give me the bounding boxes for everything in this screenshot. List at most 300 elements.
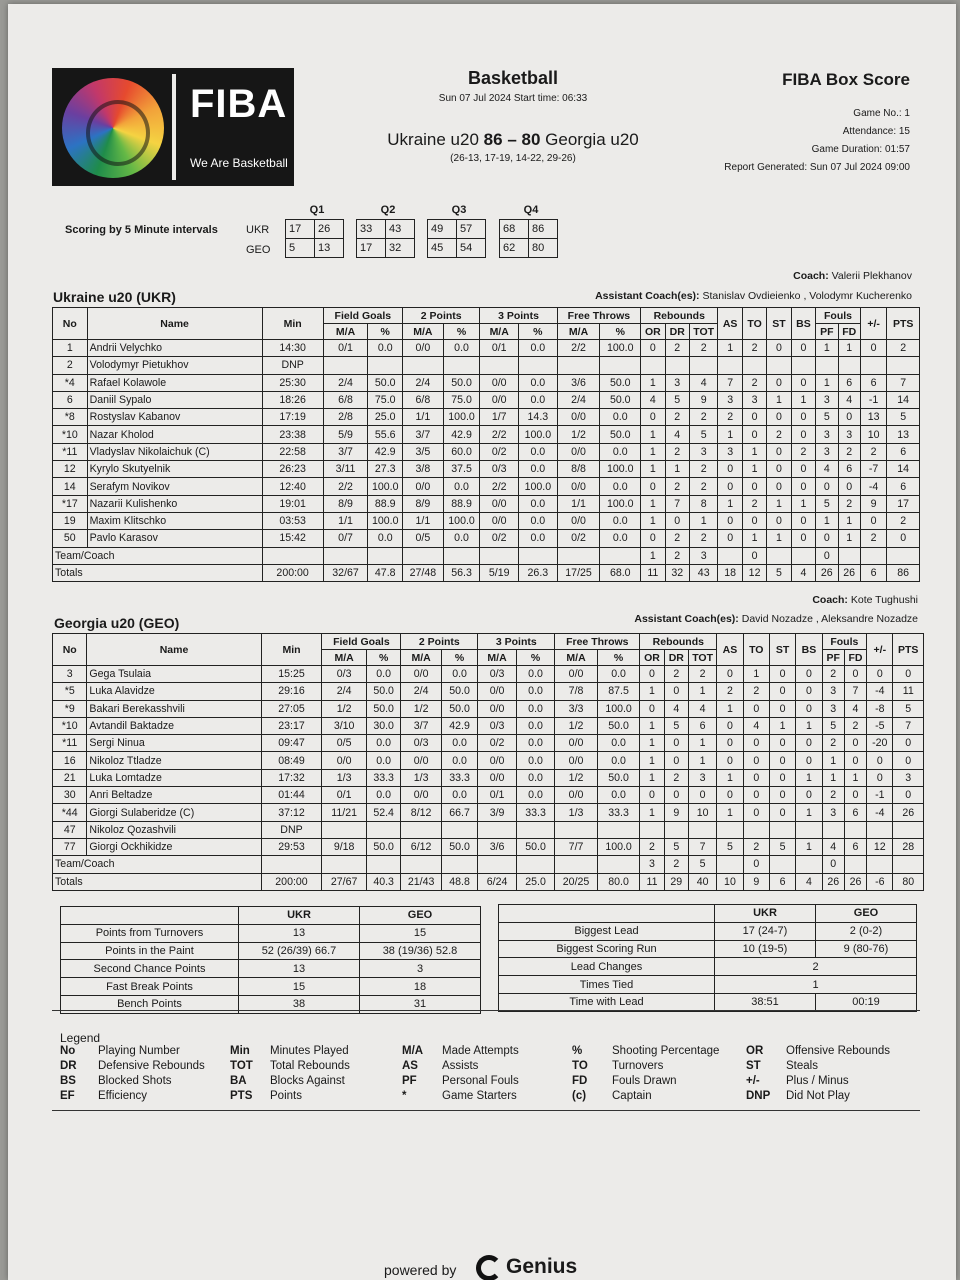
player-number: 16 [53,752,87,769]
stat-cell: 50.0 [597,717,640,734]
stat-cell [796,856,822,873]
stat-cell: 2 [664,666,688,683]
player-row [53,426,920,443]
stat-cell: 2 [640,838,664,855]
stat-cell: 5 [769,838,795,855]
stat-cell: 0 [791,426,815,443]
stat-cell: 3 [822,683,844,700]
stat-cell: 29:53 [261,838,322,855]
stat-cell: -8 [867,700,893,717]
stat-cell: 0.0 [600,512,641,529]
stat-cell: 0 [867,752,893,769]
stat-cell: 8/9 [323,495,368,512]
col-header: Fouls [816,308,861,324]
stat-cell: 0 [769,804,795,821]
stat-cell: 0 [718,512,742,529]
player-row [53,495,920,512]
stat-cell: 1/7 [480,409,519,426]
stat-cell: 1 [742,530,766,547]
stat-cell: 1 [641,547,665,564]
stat-cell: 1 [718,426,742,443]
stat-cell: 0.0 [443,340,480,357]
stat-cell: 1 [844,769,866,786]
player-name: Rostyslav Kabanov [87,409,262,426]
stat-cell: 0/1 [322,787,367,804]
stat-cell: 0.0 [600,409,641,426]
stat-cell: 0.0 [516,683,554,700]
stat-cell: 2 [665,530,689,547]
legend-description: Blocked Shots [98,1075,172,1087]
stat-cell: 1 [717,769,743,786]
stat-cell: 88.9 [368,495,403,512]
stat-cell: 0 [717,717,743,734]
stat-cell: 1/3 [322,769,367,786]
legend-description: Plus / Minus [786,1075,849,1087]
player-name: Pavlo Karasov [87,530,262,547]
interval-box-q4 [499,219,558,258]
player-number: *8 [53,409,88,426]
stat-cell: 4 [816,461,838,478]
stat-cell [640,821,664,838]
stat-cell: 3 [742,391,766,408]
legend-description: Playing Number [98,1045,180,1057]
col-header: Min [261,634,322,666]
summary-col-header: UKR [239,907,360,925]
legend-abbreviation: BS [60,1075,76,1087]
stat-cell: 0 [641,478,665,495]
stat-cell: 0 [791,512,815,529]
player-number: *17 [53,495,88,512]
stat-cell: 4 [665,426,689,443]
stat-cell [844,821,866,838]
total-cell: 27/67 [322,873,367,890]
player-row [53,461,920,478]
stat-cell: 0.0 [516,735,554,752]
report-generated: Report Generated: Sun 07 Jul 2024 09:00 [724,162,910,173]
stat-cell: 3 [822,700,844,717]
stat-cell [718,357,742,374]
stat-cell: 0 [743,856,769,873]
stat-cell: 2/4 [323,374,368,391]
stat-cell: 4 [688,700,716,717]
player-row [53,443,920,460]
stat-cell: 3/7 [403,426,444,443]
stat-cell: 42.9 [368,443,403,460]
legend-description: Turnovers [612,1060,664,1072]
stat-cell [887,357,920,374]
legend-description: Game Starters [442,1090,517,1102]
stat-cell: 0 [791,409,815,426]
stat-cell: 17:32 [261,769,322,786]
stat-cell: 2 [844,717,866,734]
legend-description: Captain [612,1090,652,1102]
stat-cell: 1 [641,495,665,512]
stat-cell: 0 [717,666,743,683]
summary-col-header: GEO [816,905,917,923]
legend-abbreviation: TO [572,1060,588,1072]
stat-cell: 0/0 [557,443,600,460]
stat-cell [323,357,368,374]
stat-cell: 2 [689,530,717,547]
stat-cell: 5 [665,391,689,408]
stat-cell: 2/8 [323,409,368,426]
stat-cell: 60.0 [443,443,480,460]
stat-cell: 0 [816,478,838,495]
fiba-logo [52,68,294,186]
stat-cell: 0.0 [516,769,554,786]
stat-cell: 0/0 [557,478,600,495]
stat-cell: 0 [718,461,742,478]
legend-row [60,1045,920,1060]
stat-cell: 0/0 [478,769,516,786]
stat-cell [796,821,822,838]
stat-cell: 0.0 [441,787,477,804]
stat-cell: 0 [893,787,924,804]
stat-cell: 4 [664,700,688,717]
stat-cell: 0/3 [480,461,519,478]
stat-cell: 6 [838,461,860,478]
total-cell: 29 [664,873,688,890]
stat-cell: 3/11 [323,461,368,478]
stat-cell: 6/12 [401,838,442,855]
stat-cell: 0/0 [555,735,598,752]
total-cell: 4 [791,564,815,581]
stat-cell: 4 [689,374,717,391]
stat-cell: 0 [767,340,791,357]
legend-abbreviation: AS [402,1060,418,1072]
legend-abbreviation: FD [572,1075,588,1087]
stat-cell: 1 [718,495,742,512]
stat-cell: 0.0 [441,666,477,683]
summary-header [499,905,917,923]
stat-cell: 0 [791,461,815,478]
stat-cell: 0/3 [322,666,367,683]
col-subheader: % [516,650,554,666]
game-date: Sun 07 Jul 2024 Start time: 06:33 [438,93,588,104]
interval-box-q1 [285,219,344,258]
total-cell: 11 [641,564,665,581]
stat-cell: 50.0 [366,683,400,700]
stat-cell [816,357,838,374]
stat-cell: 1 [816,374,838,391]
stat-cell: 1 [641,512,665,529]
legend-description: Offensive Rebounds [786,1045,890,1057]
stat-cell: 50.0 [443,374,480,391]
stat-cell: 3/10 [322,717,367,734]
col-header: +/- [860,308,886,340]
stat-cell: 52.4 [366,804,400,821]
stat-cell: 2/4 [557,391,600,408]
stat-cell: 75.0 [368,391,403,408]
stat-cell: 3 [665,374,689,391]
stat-cell [516,856,554,873]
player-row [53,340,920,357]
col-subheader: M/A [555,650,598,666]
stat-cell [664,821,688,838]
stat-cell: 3 [816,443,838,460]
player-row [53,666,924,683]
ukr-team-title: Ukraine u20 (UKR) [53,289,176,305]
player-name: Serafym Novikov [87,478,262,495]
summary-row [61,924,481,942]
stat-cell: 0 [769,735,795,752]
player-row [53,804,924,821]
stat-cell: 1 [717,700,743,717]
col-subheader: M/A [401,650,442,666]
stat-cell: 11 [893,683,924,700]
stat-cell [717,821,743,838]
stat-cell [867,821,893,838]
stat-cell [600,357,641,374]
total-cell: 9 [743,873,769,890]
stat-cell: 0 [844,666,866,683]
col-subheader: % [368,324,403,340]
stat-cell: 2 [689,478,717,495]
stat-cell: 0 [665,512,689,529]
stat-cell: 0.0 [368,340,403,357]
summary-value: 17 (24-7) [715,922,816,940]
stat-cell: 5 [822,717,844,734]
stat-cell: 2 [838,495,860,512]
stat-cell: 1 [689,512,717,529]
stat-cell: 0 [796,752,822,769]
stat-cell: 1/1 [403,512,444,529]
legend-description: Shooting Percentage [612,1045,720,1057]
stat-cell: 0 [743,752,769,769]
stat-cell: 2 [664,856,688,873]
stat-cell: 7/7 [555,838,598,855]
stat-cell: 2 [838,443,860,460]
summary-label: Biggest Lead [499,922,715,940]
summary-value: 15 [239,978,360,996]
stat-cell [443,357,480,374]
stat-cell: -7 [860,461,886,478]
col-subheader: M/A [323,324,368,340]
stat-cell: -4 [867,804,893,821]
stat-cell [441,821,477,838]
player-number: *10 [53,717,87,734]
stat-cell: 0 [664,735,688,752]
stat-cell: 0 [796,666,822,683]
stat-cell [516,821,554,838]
stat-cell: 0/0 [480,391,519,408]
total-cell: 48.8 [441,873,477,890]
stat-cell: 0.0 [600,443,641,460]
quarter-label: Q1 [309,204,325,216]
summary-value: 1 [715,976,917,994]
stat-cell: -1 [860,391,886,408]
stat-cell [791,547,815,564]
stat-cell: 1 [688,752,716,769]
stat-cell: 3 [816,426,838,443]
stat-cell [893,856,924,873]
stat-cell: 2/2 [480,478,519,495]
stat-cell: 2 [887,512,920,529]
stat-cell: 100.0 [519,426,558,443]
stat-cell: 2 [665,547,689,564]
stat-cell: 0/2 [557,530,600,547]
stat-cell: 1/1 [557,495,600,512]
stat-cell: 1 [796,804,822,821]
stat-cell: 0 [767,461,791,478]
stat-cell: 1 [688,735,716,752]
stat-cell [742,357,766,374]
stat-cell: 0/1 [478,787,516,804]
stat-cell: 2 [717,683,743,700]
interval-cell: 57 [457,220,486,239]
col-subheader: OR [640,650,664,666]
total-cell: 17/25 [557,564,600,581]
stat-cell: 0 [767,374,791,391]
total-cell: 26 [838,564,860,581]
stat-cell: 14 [887,391,920,408]
stat-cell: 0.0 [519,443,558,460]
total-cell: -6 [867,873,893,890]
player-number: 77 [53,838,87,855]
summary-row [499,922,917,940]
player-row [53,478,920,495]
stat-cell: 0 [838,409,860,426]
player-row [53,838,924,855]
stat-cell: 4 [838,391,860,408]
col-subheader: % [366,650,400,666]
total-cell: 5 [767,564,791,581]
summary-row [499,976,917,994]
total-cell: 5/19 [480,564,519,581]
logo-tagline: We Are Basketball [190,156,288,170]
stat-cell: 3 [640,856,664,873]
stat-cell: 5 [887,409,920,426]
stat-cell [665,357,689,374]
col-subheader: PF [816,324,838,340]
ukr-coach [352,270,912,282]
stat-cell: 0/3 [401,735,442,752]
player-number: *5 [53,683,87,700]
stat-cell: 0 [742,409,766,426]
stat-cell: 3/3 [555,700,598,717]
stat-cell: 33.3 [441,769,477,786]
total-cell: 26 [844,873,866,890]
stat-cell: 7 [893,717,924,734]
stat-cell: 1/2 [555,717,598,734]
stat-cell: 6/8 [403,391,444,408]
stat-cell: 0.0 [597,666,640,683]
stat-cell: 0/0 [480,374,519,391]
stat-cell: 3/7 [323,443,368,460]
player-row [53,769,924,786]
summary-value: 10 (19-5) [715,940,816,958]
stat-cell: 2 [665,340,689,357]
legend-abbreviation: ST [746,1060,761,1072]
stat-cell: 3 [718,443,742,460]
stat-cell: 1 [796,838,822,855]
player-minutes: DNP [261,821,322,838]
col-header: BS [796,634,822,666]
stat-cell: 3/7 [401,717,442,734]
stat-cell: 0 [664,787,688,804]
stat-cell: 0/0 [322,752,367,769]
stat-cell [717,856,743,873]
stat-cell: 0.0 [597,735,640,752]
total-cell: 18 [718,564,742,581]
stat-cell: 17 [887,495,920,512]
game-number: Game No.: 1 [853,108,910,119]
stat-cell: 2 [718,409,742,426]
player-name: Avtandil Baktadze [87,717,261,734]
stat-cell: 1/2 [401,700,442,717]
legend-abbreviation: BA [230,1075,247,1087]
col-header: TO [742,308,766,340]
player-row [53,700,924,717]
stat-cell [689,357,717,374]
player-name: Luka Alavidze [87,683,261,700]
stat-cell: 100.0 [597,700,640,717]
stat-cell: 3/6 [557,374,600,391]
summary-label: Points in the Paint [61,942,239,960]
stat-cell: 1 [791,391,815,408]
stat-cell: 0 [769,666,795,683]
stat-cell: 1 [767,530,791,547]
col-header: AS [718,308,742,340]
stat-cell: 0 [664,752,688,769]
stat-cell: 0/3 [478,717,516,734]
legend-abbreviation: DNP [746,1090,771,1102]
stat-cell: 1/3 [401,769,442,786]
stat-cell: 1 [641,374,665,391]
total-cell: 200:00 [262,564,323,581]
stat-cell: 0.0 [366,787,400,804]
stat-cell: 1 [718,340,742,357]
stat-cell: 50.0 [597,769,640,786]
stat-cell: 0 [767,512,791,529]
stat-cell: 2 [665,478,689,495]
stat-cell: 0.0 [597,787,640,804]
intervals-label: Scoring by 5 Minute intervals [65,224,218,236]
player-name: Giorgi Ockhikidze [87,838,261,855]
col-header: Name [87,308,262,340]
stat-cell: 14:30 [262,340,323,357]
basketball-logo-icon [62,78,164,178]
interval-cell: 43 [386,220,415,239]
stat-cell [641,357,665,374]
col-subheader: OR [641,324,665,340]
stat-cell: 0 [742,426,766,443]
legend-divider-bottom [52,1110,920,1111]
totals-label: Totals [53,564,263,581]
stat-cell: 88.9 [443,495,480,512]
stat-cell: 7/8 [555,683,598,700]
stat-cell: 0 [860,512,886,529]
player-name: Nazar Kholod [87,426,262,443]
player-number: 12 [53,461,88,478]
stat-cell [838,357,860,374]
stat-cell: 0/0 [555,666,598,683]
interval-cell: 33 [357,220,386,239]
stat-cell: 42.9 [443,426,480,443]
summary-value: 3 [360,960,481,978]
stat-cell [555,821,598,838]
player-row [53,717,924,734]
stat-cell [860,547,886,564]
stat-cell: 1 [717,804,743,821]
stat-cell: 3 [838,426,860,443]
stat-cell: 50.0 [366,700,400,717]
legend-abbreviation: (c) [572,1090,587,1102]
stat-cell: 9 [860,495,886,512]
genius-brand: Genius [506,1255,578,1278]
stat-cell: 0/0 [478,683,516,700]
stat-cell: 1 [641,426,665,443]
